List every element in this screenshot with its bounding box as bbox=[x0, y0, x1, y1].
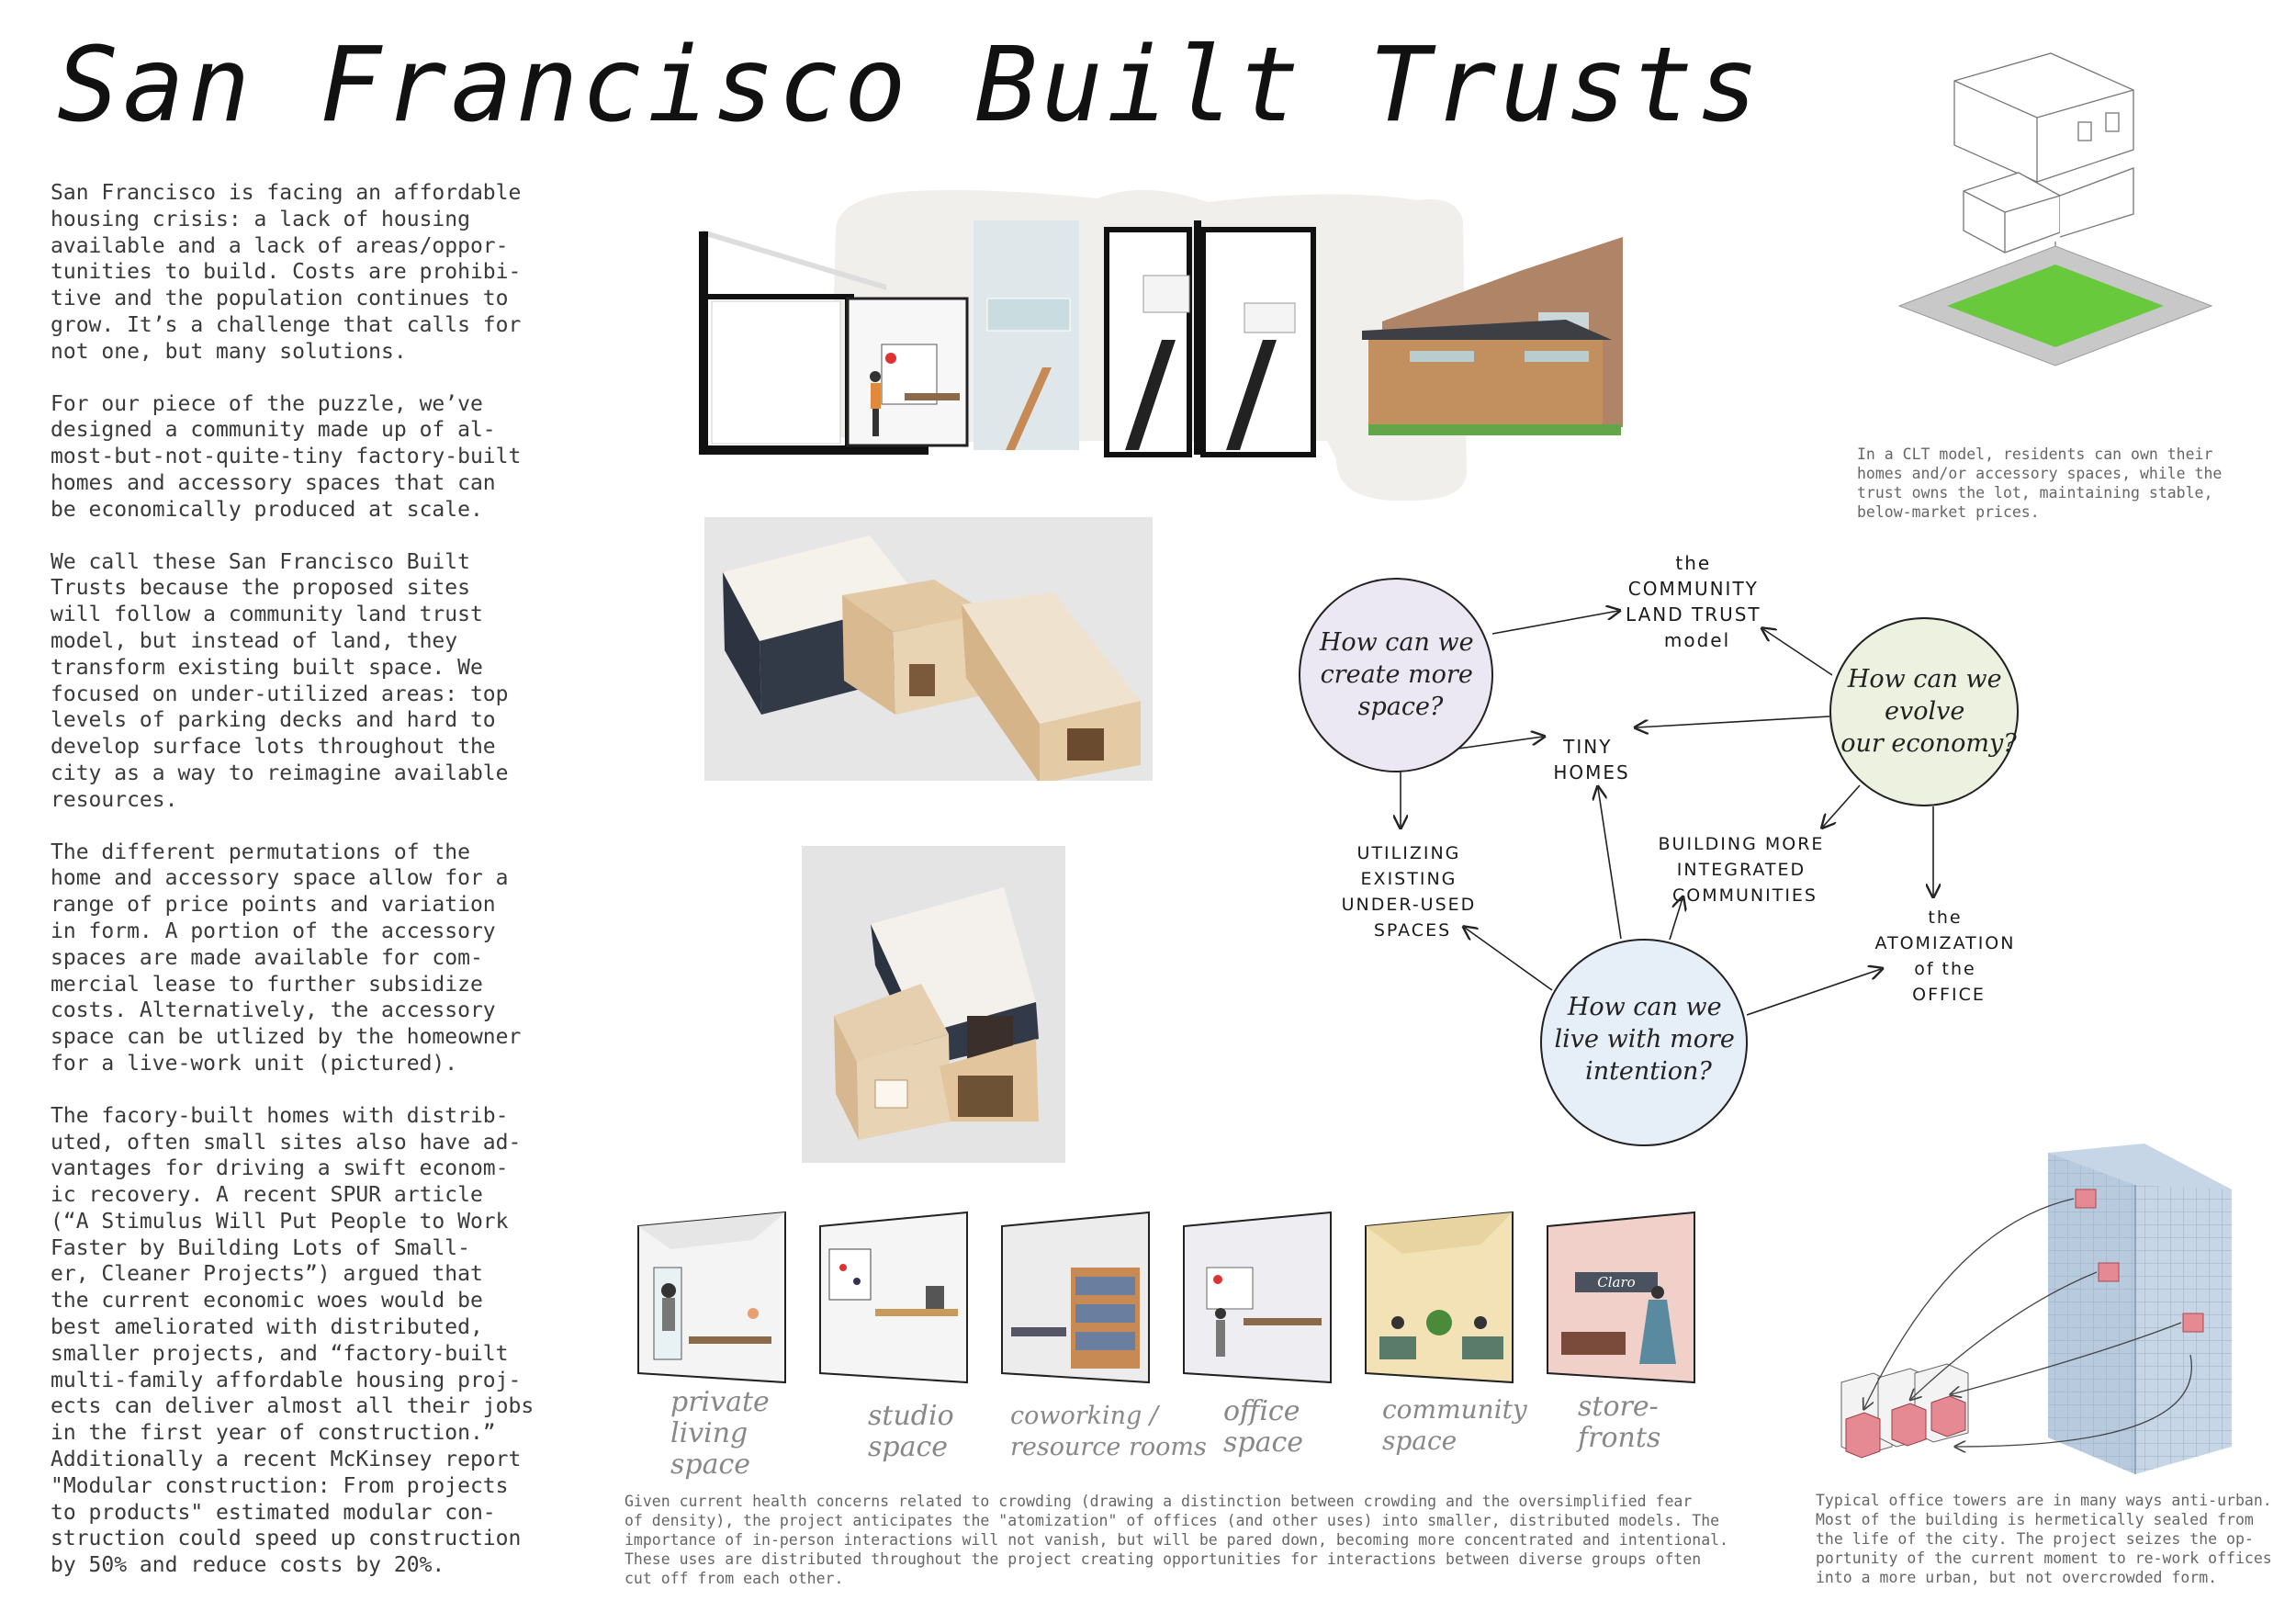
page-title: San Francisco Built Trusts bbox=[57, 26, 1763, 145]
room-label-studio: studio space bbox=[868, 1400, 954, 1463]
model-photo-1 bbox=[704, 517, 1153, 781]
room-label-office: office space bbox=[1223, 1395, 1304, 1459]
room-storefronts bbox=[1548, 1212, 1694, 1382]
concept-diagram bbox=[1286, 542, 2057, 1157]
intro-text bbox=[51, 180, 565, 1605]
office-tower-drawing bbox=[1823, 1134, 2250, 1483]
label-tiny-homes: TINY HOMES bbox=[1553, 736, 1630, 783]
intro-paragraph-4: The different permutations of the home and accessory space allow for a range of price points and variation in form. A portion of the accessory spaces are made available for com- mercial lease to further subsidize costs. Alternatively, the accessory space can be utlized by the homeowner for a live-work unit (pictured). bbox=[51, 840, 522, 1076]
storefront-sign: Claro bbox=[1597, 1274, 1636, 1291]
question-space: How can we create more space? bbox=[1319, 628, 1474, 721]
model-photo-2 bbox=[802, 846, 1065, 1163]
label-integrated-communities: BUILDING MORE INTEGRATED COMMUNITIES bbox=[1658, 834, 1825, 906]
intro-paragraph-5: The facory-built homes with distrib- uted, often small sites also have ad- vantages for driving a swift econom- ic recovery. A recent SPUR article (“A Stimulus Will Put People to Work Faster by Building Lots of Small- er, Cleaner Projects”) argued that the current economic woes would be best ameliorated with distributed, smaller projects, and “factory-built multi-family affordable housing proj- ects can deliver almost all their jobs in the first year of construction.” Additionally a recent McKinsey report "Modular construction: From projects to products" estimated modular con- struction could speed up construction by 50% and reduce costs by 20%. bbox=[51, 1103, 535, 1578]
clt-isometric-drawing bbox=[1890, 49, 2221, 390]
room-label-private-living: private living space bbox=[670, 1386, 770, 1481]
question-intention: How can we live with more intention? bbox=[1554, 993, 1735, 1086]
room-label-coworking: coworking / resource rooms bbox=[1010, 1402, 1207, 1461]
question-economy: How can we evolve our economy? bbox=[1840, 665, 2017, 758]
room-vignettes bbox=[634, 1199, 1717, 1419]
room-label-storefronts: store- fronts bbox=[1578, 1391, 1661, 1454]
room-office bbox=[1184, 1212, 1331, 1382]
intro-paragraph-3: We call these San Francisco Built Trusts because the proposed sites will follow a community land trust model, but instead of land, they transform existing built space. We focused on under-utilized areas: top levels of parking decks and hard to develop surface lots throughout the city as a way to reimagine available resources. bbox=[51, 549, 509, 812]
intro-paragraph-2: For our piece of the puzzle, we’ve designed a community made up of al- most-but-not-quite-tiny factory-built homes and accessory spaces that can be economically produced at scale. bbox=[51, 391, 522, 522]
office-tower-caption: Typical office towers are in many ways anti-urban. Most of the building is hermetically sealed from the life of the city. The project seizes the op- portunity of the current moment to re-work offices into a more urban, but not overcrowded form. bbox=[1816, 1492, 2272, 1586]
atomization-caption: Given current health concerns related to crowding (drawing a distinction between crowding and the oversimplified fear of density), the project anticipates the "atomization" of offices (and other uses) into smaller, distributed models. The importance of in-person interactions will not vanish, but will be pared down, becoming more concentrated and intentional. These uses are distributed throughout the project creating opportunities for interactions between diverse groups often cut off from each other. bbox=[625, 1493, 1728, 1587]
label-atomization-office: the ATOMIZATION of the OFFICE bbox=[1874, 907, 2016, 1005]
clt-caption: In a CLT model, residents can own their homes and/or accessory spaces, while the trust owns the lot, maintaining stable, below-market prices. bbox=[1857, 445, 2223, 521]
room-private-living bbox=[638, 1212, 785, 1382]
room-studio bbox=[820, 1212, 967, 1382]
label-utilizing-spaces: UTILIZING EXISTING UNDER-USED SPACES bbox=[1341, 843, 1477, 941]
room-coworking bbox=[1002, 1212, 1149, 1382]
intro-paragraph-1: San Francisco is facing an affordable housing crisis: a lack of housing available and a lack of areas/oppor- tunities to build. Costs are prohibi- tive and the population continues to grow. It’s a challenge that calls for not one, but many solutions. bbox=[51, 181, 522, 364]
room-community bbox=[1366, 1212, 1513, 1382]
room-label-community: community space bbox=[1382, 1394, 1527, 1456]
label-community-land-trust: the COMMUNITY LAND TRUST model bbox=[1625, 552, 1761, 651]
section-rendering bbox=[693, 184, 1667, 505]
